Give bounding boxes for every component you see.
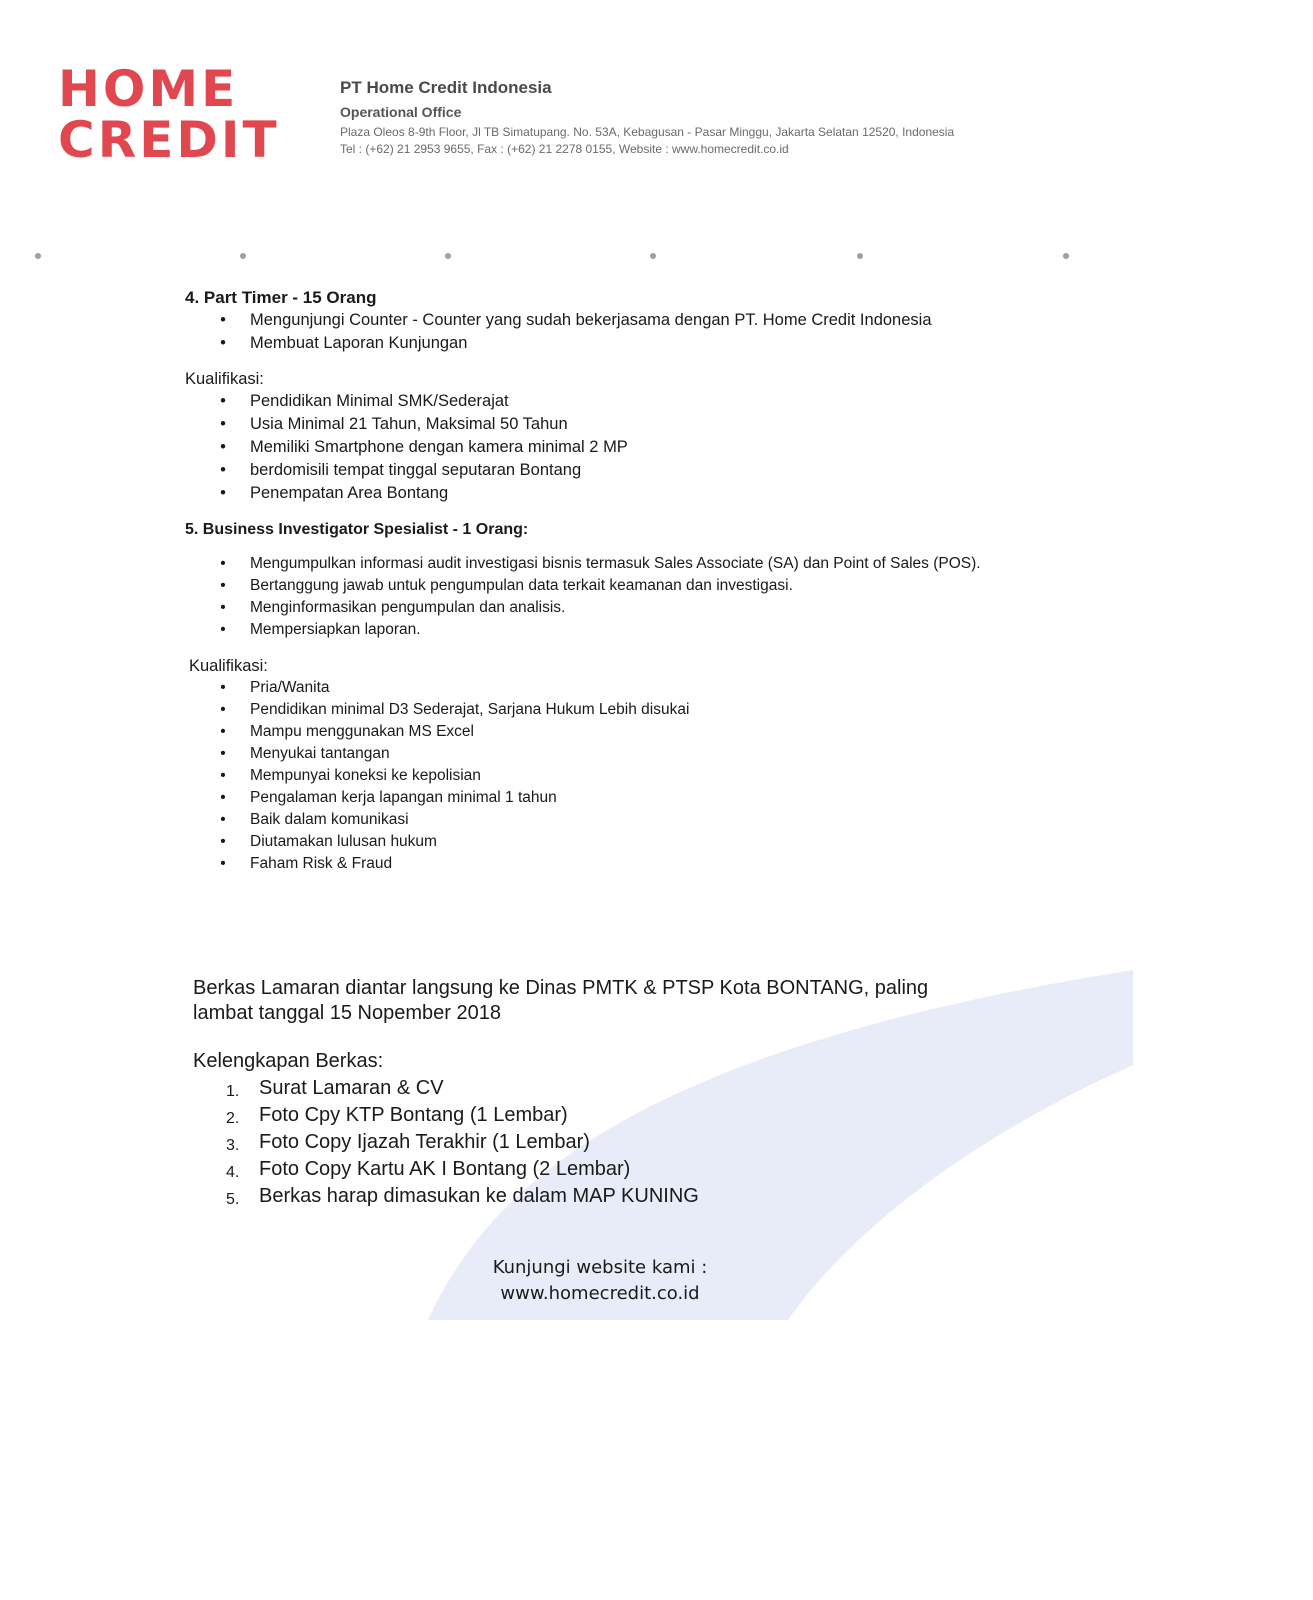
list-item-text: Berkas harap dimasukan ke dalam MAP KUNING xyxy=(259,1185,699,1207)
list-item xyxy=(185,459,1035,482)
list-item xyxy=(185,390,1035,413)
list-item xyxy=(185,413,1035,436)
list-item xyxy=(193,1129,1093,1156)
list-item-text: Mengunjungi Counter - Counter yang sudah bekerjasama dengan PT. Home Credit Indonesia xyxy=(250,311,932,329)
section5-duties xyxy=(185,553,985,641)
submission-text-1: Berkas Lamaran diantar langsung ke Dinas PMTK & PTSP Kota BONTANG, paling xyxy=(193,977,929,999)
list-item-text: Menginformasikan pengumpulan dan analisis. xyxy=(250,599,566,616)
list-item xyxy=(193,1075,1093,1102)
divider-dot xyxy=(35,253,41,259)
bullet: • xyxy=(220,415,226,433)
list-item-text: Baik dalam komunikasi xyxy=(250,811,409,828)
list-item xyxy=(185,853,1035,875)
section5-heading: 5. Business Investigator Spesialist - 1 Orang: xyxy=(185,521,529,538)
list-item xyxy=(193,1156,1093,1183)
dot-divider xyxy=(0,253,1313,261)
divider-dot xyxy=(650,253,656,259)
bullet: • xyxy=(220,855,226,872)
bullet: • xyxy=(220,438,226,456)
list-item-text: Foto Copy Ijazah Terakhir (1 Lembar) xyxy=(259,1131,590,1153)
list-item xyxy=(185,677,1035,699)
list-item-text: Pria/Wanita xyxy=(250,679,330,696)
list-item xyxy=(185,332,1035,355)
section5-qual-label: Kualifikasi: xyxy=(189,657,268,675)
divider-dot xyxy=(857,253,863,259)
bullet: • xyxy=(220,701,226,718)
list-item xyxy=(185,619,985,641)
divider-dot xyxy=(445,253,451,259)
list-item-text: Membuat Laporan Kunjungan xyxy=(250,334,468,352)
list-item-text: Mempunyai koneksi ke kepolisian xyxy=(250,767,481,784)
list-item-text: Faham Risk & Fraud xyxy=(250,855,393,872)
list-item xyxy=(185,553,985,575)
list-item xyxy=(185,765,1035,787)
list-item xyxy=(185,809,1035,831)
list-item-text: Foto Copy Kartu AK I Bontang (2 Lembar) xyxy=(259,1158,631,1180)
bullet: • xyxy=(220,334,226,352)
office-label: Operational Office xyxy=(340,104,462,120)
divider-dot xyxy=(240,253,246,259)
website-footer xyxy=(0,1255,1200,1307)
list-item-text: Memiliki Smartphone dengan kamera minimal 2 MP xyxy=(250,438,628,456)
bullet: • xyxy=(220,599,226,616)
logo-line-2: CREDIT xyxy=(58,111,280,169)
list-item xyxy=(185,309,1035,332)
list-item-text: Pendidikan minimal D3 Sederajat, Sarjana Hukum Lebih disukai xyxy=(250,701,690,718)
bullet: • xyxy=(220,555,226,572)
bullet: • xyxy=(220,621,226,638)
list-item xyxy=(185,721,1035,743)
footer-line-1: Kunjungi website kami : xyxy=(492,1257,708,1278)
list-item xyxy=(185,787,1035,809)
bullet: • xyxy=(220,577,226,594)
list-item xyxy=(193,1183,1093,1210)
bullet: • xyxy=(220,484,226,502)
section4-heading: 4. Part Timer - 15 Orang xyxy=(185,288,377,307)
bullet: • xyxy=(220,811,226,828)
logo-line-1: HOME xyxy=(58,60,239,118)
list-item-text: Bertanggung jawab untuk pengumpulan data terkait keamanan dan investigasi. xyxy=(250,577,793,594)
job-listing-content xyxy=(185,287,1035,875)
list-number: 5. xyxy=(226,1191,240,1208)
section5-qualifications xyxy=(185,677,1035,875)
bullet: • xyxy=(220,679,226,696)
list-number: 4. xyxy=(226,1164,240,1181)
list-number: 3. xyxy=(226,1137,240,1154)
bullet: • xyxy=(220,311,226,329)
list-item-text: Pengalaman kerja lapangan minimal 1 tahun xyxy=(250,789,557,806)
divider-dot xyxy=(1063,253,1069,259)
list-item xyxy=(185,482,1035,505)
company-name: PT Home Credit Indonesia xyxy=(340,78,552,97)
documents-label: Kelengkapan Berkas: xyxy=(193,1050,384,1072)
home-credit-logo xyxy=(58,60,280,169)
bullet: • xyxy=(220,745,226,762)
list-item-text: Mengumpulkan informasi audit investigasi bisnis termasuk Sales Associate (SA) dan Point of Sales (POS). xyxy=(250,555,981,572)
website-link[interactable]: www.homecredit.co.id xyxy=(500,1283,700,1304)
list-item xyxy=(185,597,985,619)
office-address: Plaza Oleos 8-9th Floor, Jl TB Simatupang. No. 53A, Kebagusan - Pasar Minggu, Jakarta Selatan 12520, Indonesia xyxy=(340,125,955,139)
list-item-text: Menyukai tantangan xyxy=(250,745,390,762)
list-item xyxy=(193,1102,1093,1129)
list-item-text: Mempersiapkan laporan. xyxy=(250,621,421,638)
list-item xyxy=(185,699,1035,721)
list-item-text: Usia Minimal 21 Tahun, Maksimal 50 Tahun xyxy=(250,415,568,433)
list-item xyxy=(185,743,1035,765)
bullet: • xyxy=(220,767,226,784)
list-item-text: Foto Cpy KTP Bontang (1 Lembar) xyxy=(259,1104,568,1126)
letterhead xyxy=(340,78,954,158)
bullet: • xyxy=(220,789,226,806)
section4-qual-label: Kualifikasi: xyxy=(185,370,264,388)
list-item-text: Pendidikan Minimal SMK/Sederajat xyxy=(250,392,509,410)
list-item-text: berdomisili tempat tinggal seputaran Bontang xyxy=(250,461,582,479)
bullet: • xyxy=(220,833,226,850)
bullet: • xyxy=(220,723,226,740)
list-number: 1. xyxy=(226,1083,240,1100)
bullet: • xyxy=(220,461,226,479)
list-number: 2. xyxy=(226,1110,240,1127)
list-item-text: Diutamakan lulusan hukum xyxy=(250,833,437,850)
submission-text-2: lambat tanggal 15 Nopember 2018 xyxy=(193,1002,501,1024)
bullet: • xyxy=(220,392,226,410)
section4-qualifications xyxy=(185,390,1035,505)
list-item xyxy=(185,436,1035,459)
office-contact: Tel : (+62) 21 2953 9655, Fax : (+62) 21 2278 0155, Website : www.homecredit.co.id xyxy=(340,142,789,156)
list-item-text: Mampu menggunakan MS Excel xyxy=(250,723,475,740)
section4-duties xyxy=(185,309,1035,355)
list-item xyxy=(185,575,985,597)
list-item-text: Penempatan Area Bontang xyxy=(250,484,449,502)
submission-block xyxy=(193,976,1093,1210)
documents-list xyxy=(193,1075,1093,1210)
list-item xyxy=(185,831,1035,853)
list-item-text: Surat Lamaran & CV xyxy=(259,1077,444,1099)
